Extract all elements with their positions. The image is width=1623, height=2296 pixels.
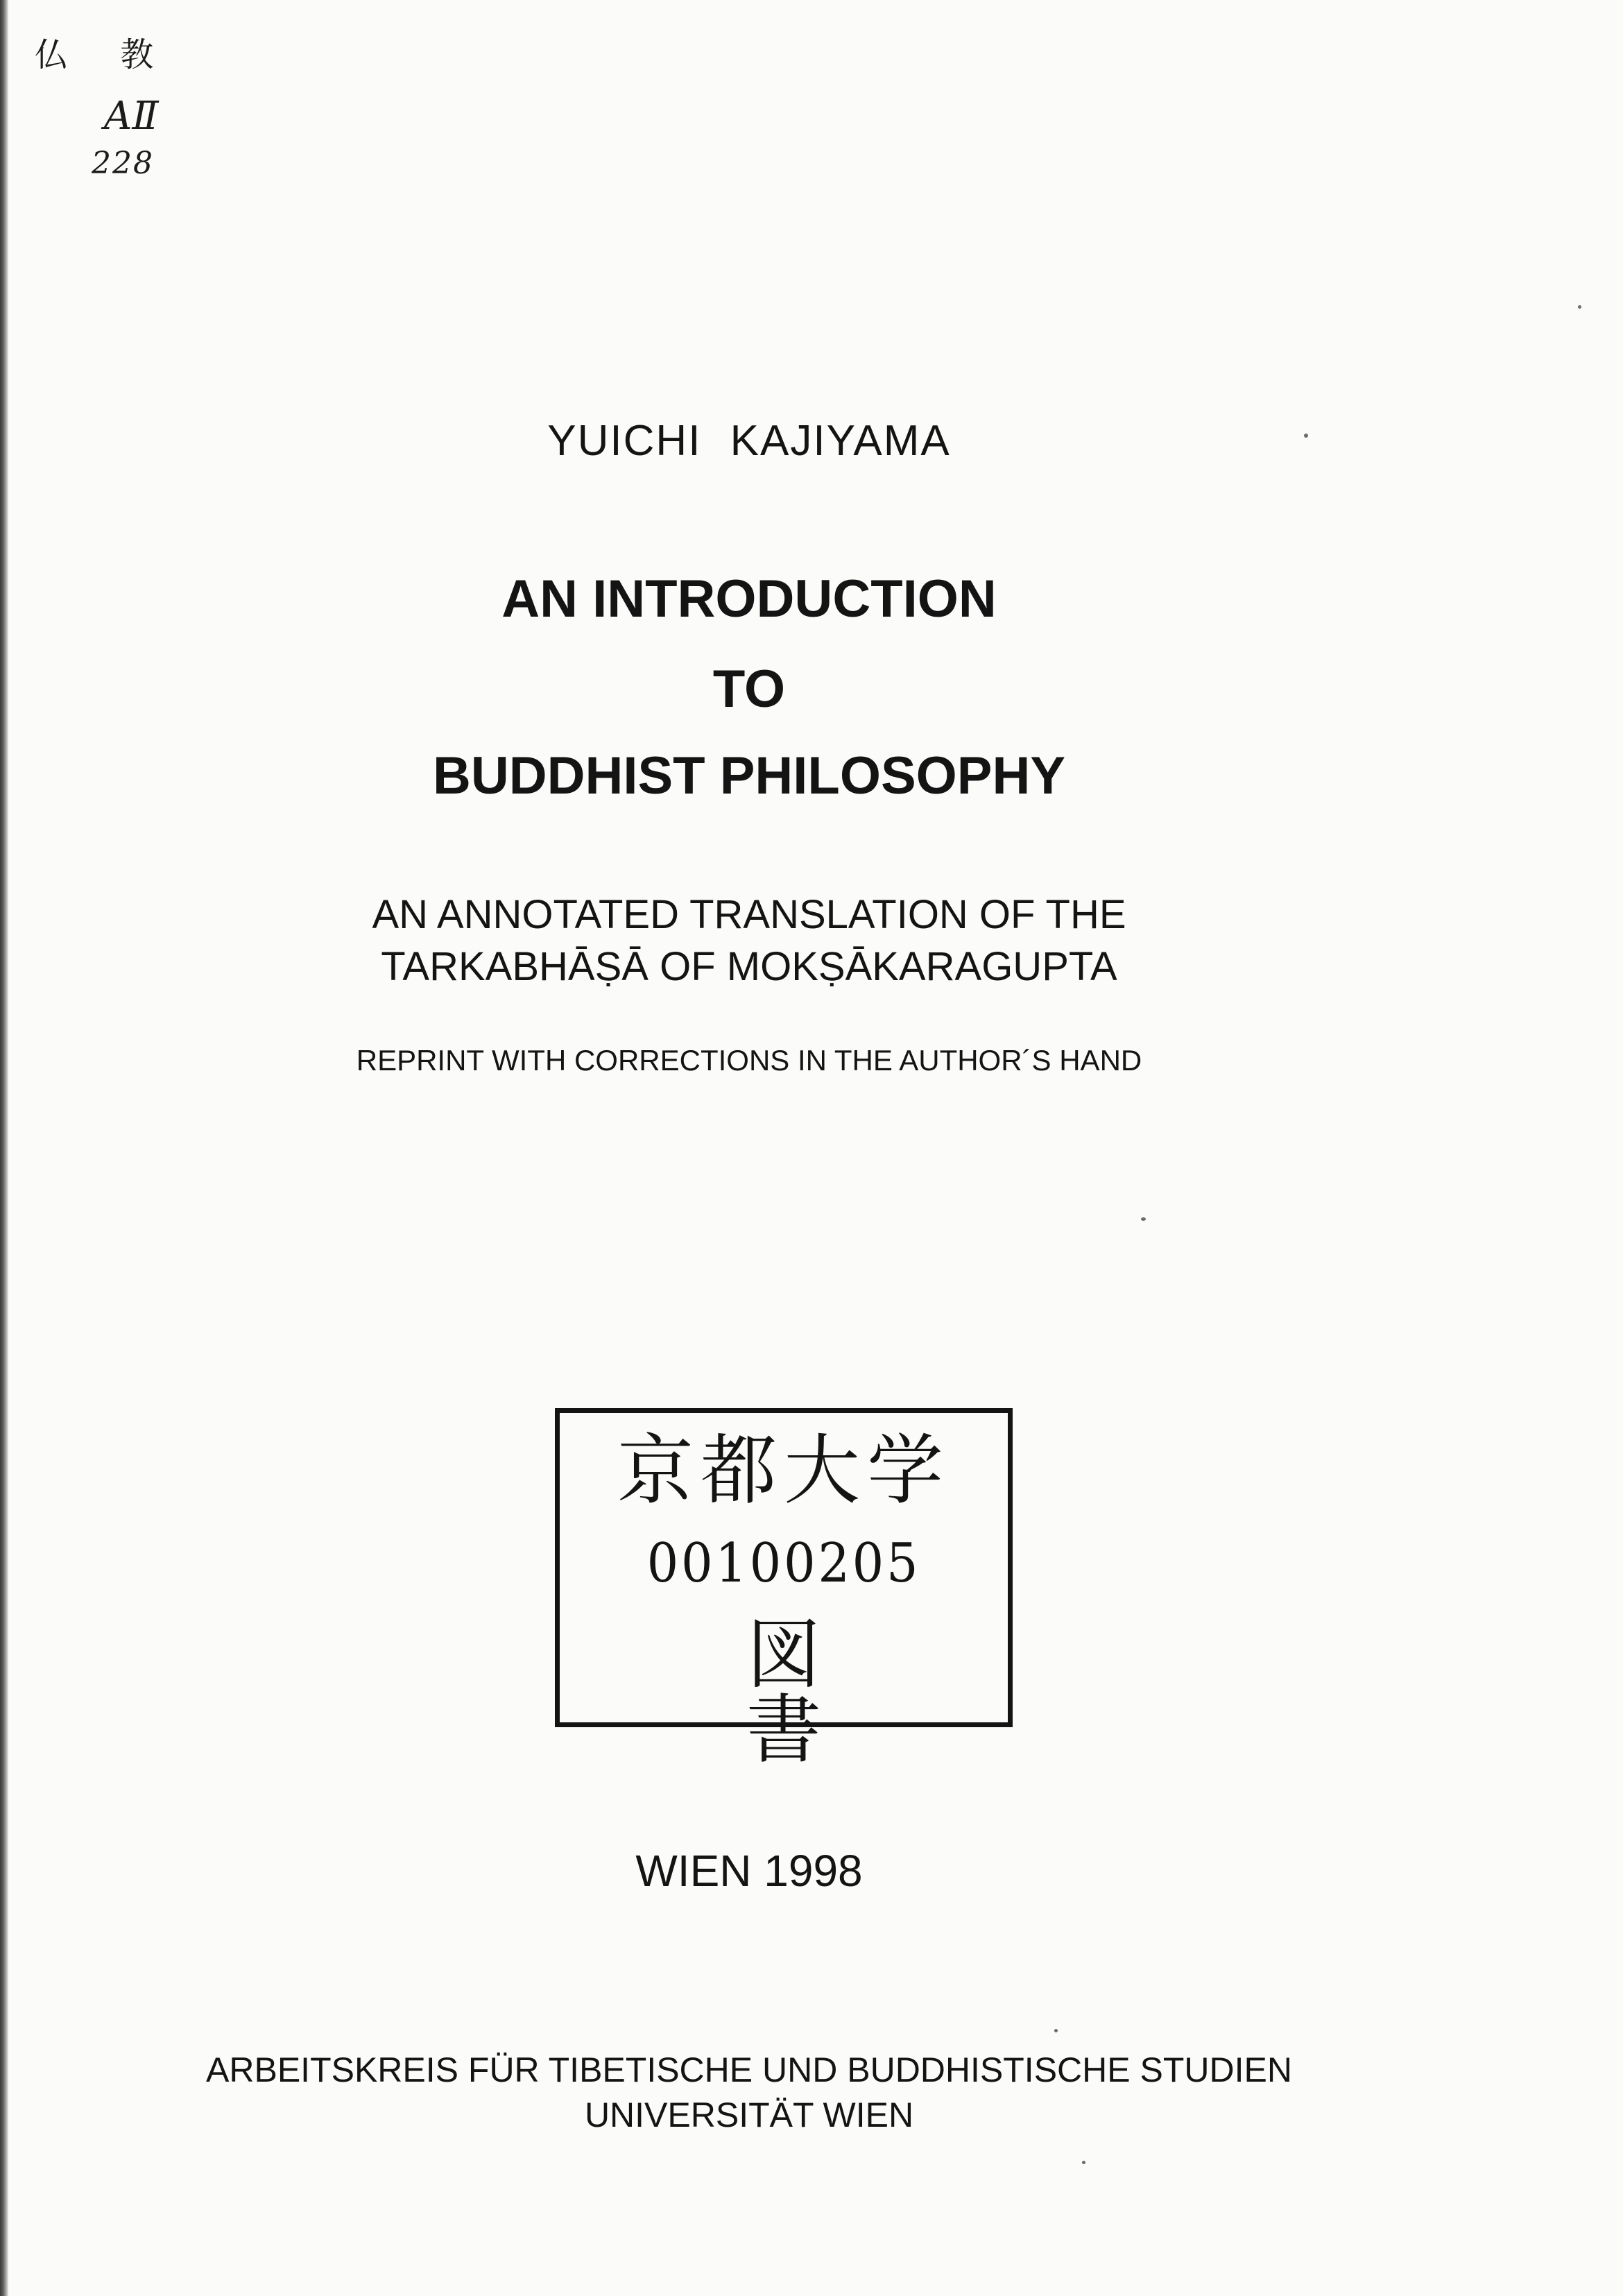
stamp-library-label: 図 書 — [746, 1612, 932, 1774]
scanned-page-edge — [0, 0, 8, 2296]
stamp-accession-number: 00100205 — [646, 1532, 921, 1595]
book-title-line-3: BUDDHIST PHILOSOPHY — [432, 746, 1066, 805]
subtitle-line-1: AN ANNOTATED TRANSLATION OF THE — [372, 892, 1126, 937]
publisher-line-1: ARBEITSKREIS FÜR TIBETISCHE UND BUDDHISTISCHE STUDIEN — [206, 2050, 1292, 2089]
book-title-line-1: AN INTRODUCTION — [501, 569, 997, 628]
book-title-line-2: TO — [712, 660, 786, 719]
stamp-institution: 京都大学 — [617, 1426, 950, 1515]
place-and-year: WIEN 1998 — [635, 1846, 863, 1896]
author-name: YUICHI KAJIYAMA — [547, 417, 951, 465]
subtitle-line-2: TARKABHĀṢĀ OF MOKṢĀKARAGUPTA — [381, 944, 1117, 989]
scan-speck — [1141, 1217, 1146, 1221]
handwritten-shelf-category: 仏 教 — [35, 35, 175, 74]
scan-speck — [1082, 2161, 1085, 2164]
handwritten-shelf-number: 228 — [92, 146, 154, 181]
scan-speck — [1054, 2029, 1058, 2032]
publisher-line-2: UNIVERSITÄT WIEN — [584, 2096, 914, 2134]
edition-note: REPRINT WITH CORRECTIONS IN THE AUTHOR´S HAND — [356, 1044, 1142, 1077]
handwritten-shelf-class: AⅡ — [104, 94, 159, 139]
library-stamp — [555, 1408, 1013, 1774]
scan-speck — [1578, 305, 1581, 309]
